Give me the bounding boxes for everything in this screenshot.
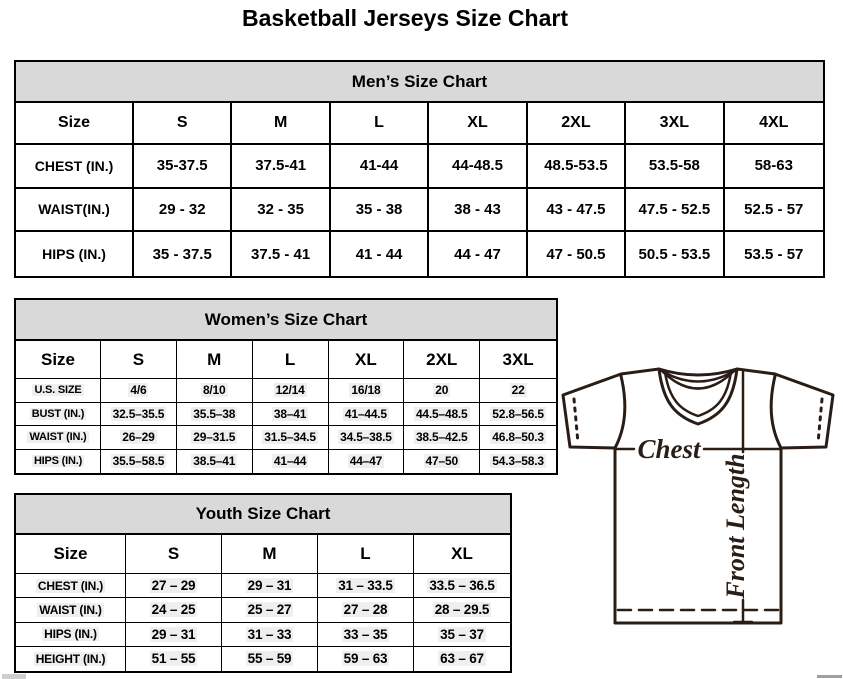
womens-value-cell bbox=[329, 403, 405, 427]
womens-value-cell-text: 41–44.5 bbox=[344, 406, 387, 421]
womens-value-cell bbox=[404, 426, 480, 450]
mens-value-cell: 41 - 44 bbox=[331, 232, 429, 276]
womens-size-header: S bbox=[101, 341, 177, 379]
womens-value-cell bbox=[480, 403, 556, 427]
mens-row-label: WAIST(IN.) bbox=[16, 189, 134, 233]
right-armhole-seam bbox=[771, 376, 781, 448]
womens-value-cell-text: 38.5–42.5 bbox=[415, 430, 468, 445]
womens-value-cell bbox=[101, 426, 177, 450]
youth-table-title: Youth Size Chart bbox=[16, 495, 510, 535]
jersey-diagram-svg bbox=[553, 360, 843, 679]
womens-value-cell bbox=[253, 403, 329, 427]
womens-row-label-text: HIPS (IN.) bbox=[33, 455, 83, 468]
mens-value-cell: 47.5 - 52.5 bbox=[626, 189, 724, 233]
youth-value-cell-text: 29 – 31 bbox=[247, 578, 292, 594]
mens-size-header: L bbox=[331, 103, 429, 145]
womens-value-cell-text: 35.5–58.5 bbox=[112, 454, 165, 469]
womens-value-cell bbox=[177, 426, 253, 450]
youth-value-cell-text: 31 – 33 bbox=[247, 626, 292, 642]
mens-size-header: M bbox=[232, 103, 330, 145]
mens-value-cell: 44-48.5 bbox=[429, 145, 527, 189]
youth-row-label-text: WAIST (IN.) bbox=[39, 602, 102, 617]
mens-table-title: Men’s Size Chart bbox=[16, 62, 823, 103]
womens-size-header: XL bbox=[329, 341, 405, 379]
womens-value-cell-text: 34.5–38.5 bbox=[340, 430, 392, 445]
youth-value-cell-text: 24 – 25 bbox=[151, 602, 196, 618]
mens-value-cell: 53.5-58 bbox=[626, 145, 724, 189]
horizontal-scrollbar-fragment-right[interactable] bbox=[817, 675, 842, 678]
youth-value-cell bbox=[414, 647, 510, 671]
youth-value-cell bbox=[126, 623, 222, 647]
youth-row-label-text: CHEST (IN.) bbox=[37, 578, 104, 593]
youth-value-cell-text: 51 – 55 bbox=[151, 651, 196, 667]
mens-value-cell: 43 - 47.5 bbox=[528, 189, 626, 233]
womens-value-cell-text: 35.5–38 bbox=[193, 406, 236, 421]
mens-value-cell: 35 - 37.5 bbox=[134, 232, 232, 276]
youth-value-cell bbox=[414, 598, 510, 622]
womens-value-cell-text: 29–31.5 bbox=[193, 430, 236, 445]
mens-value-cell: 53.5 - 57 bbox=[744, 245, 804, 263]
mens-row-label: CHEST (IN.) bbox=[16, 145, 134, 189]
womens-value-cell bbox=[253, 450, 329, 474]
womens-value-cell-text: 44–47 bbox=[349, 454, 383, 469]
mens-size-header: S bbox=[134, 103, 232, 145]
mens-value-cell: 52.5 - 57 bbox=[725, 189, 823, 233]
womens-value-cell-text: 12/14 bbox=[275, 383, 305, 398]
youth-row-label bbox=[16, 623, 126, 647]
womens-value-cell bbox=[480, 379, 556, 403]
womens-size-header: L bbox=[253, 341, 329, 379]
mens-row-label: HIPS (IN.) bbox=[16, 232, 134, 276]
youth-size-header: XL bbox=[414, 535, 510, 574]
horizontal-scrollbar-fragment-left[interactable] bbox=[2, 674, 26, 679]
youth-value-cell-text: 28 – 29.5 bbox=[434, 602, 490, 618]
womens-value-cell bbox=[404, 379, 480, 403]
womens-value-cell bbox=[480, 426, 556, 450]
youth-value-cell-text: 27 – 28 bbox=[343, 602, 388, 618]
mens-value-cell: 47 - 50.5 bbox=[528, 232, 626, 276]
youth-size-header: Size bbox=[16, 535, 126, 574]
youth-value-cell-text: 29 – 31 bbox=[151, 626, 196, 642]
page-title: Basketball Jerseys Size Chart bbox=[241, 5, 568, 31]
womens-size-header: M bbox=[177, 341, 253, 379]
womens-value-cell bbox=[101, 379, 177, 403]
youth-value-cell bbox=[222, 574, 318, 598]
womens-value-cell-text: 38–41 bbox=[273, 406, 307, 421]
youth-value-cell-text: 63 – 67 bbox=[440, 651, 484, 667]
womens-value-cell bbox=[253, 379, 329, 403]
right-sleeve-dashed-line bbox=[818, 399, 822, 443]
youth-value-cell-text: 31 – 33.5 bbox=[338, 578, 393, 594]
left-armhole-seam bbox=[615, 376, 625, 448]
womens-value-cell bbox=[404, 450, 480, 474]
womens-value-cell bbox=[177, 450, 253, 474]
womens-row-label-text: BUST (IN.) bbox=[31, 407, 85, 420]
mens-value-cell: 37.5-41 bbox=[232, 145, 330, 189]
youth-value-cell-text: 59 – 63 bbox=[343, 651, 388, 667]
mens-value-cell: 44 - 47 bbox=[429, 232, 527, 276]
youth-row-label bbox=[16, 647, 126, 671]
womens-value-cell-text: 54.3–58.3 bbox=[492, 454, 544, 469]
womens-row-label-text: WAIST (IN.) bbox=[29, 431, 87, 444]
womens-value-cell bbox=[329, 450, 405, 474]
womens-size-header: 3XL bbox=[480, 341, 556, 379]
womens-value-cell-text: 20 bbox=[435, 383, 449, 398]
youth-value-cell-text: 33 – 35 bbox=[343, 626, 388, 642]
womens-row-label bbox=[16, 426, 101, 450]
womens-row-label bbox=[16, 403, 101, 427]
womens-value-cell-text: 46.8–50.3 bbox=[492, 430, 544, 445]
womens-size-header: 2XL bbox=[404, 341, 480, 379]
womens-row-label bbox=[16, 379, 101, 403]
youth-row-label-text: HEIGHT (IN.) bbox=[35, 651, 106, 666]
youth-value-cell-text: 27 – 29 bbox=[151, 578, 196, 594]
womens-row-label bbox=[16, 450, 101, 474]
jersey-measurement-diagram bbox=[553, 360, 843, 679]
womens-value-cell bbox=[101, 450, 177, 474]
jersey-outline bbox=[563, 369, 833, 623]
mens-size-header: Size bbox=[16, 103, 134, 145]
womens-value-cell-text: 16/18 bbox=[351, 383, 381, 398]
chest-label: Chest bbox=[637, 434, 701, 464]
youth-value-cell-text: 35 – 37 bbox=[440, 626, 484, 642]
mens-value-cell: 35 - 38 bbox=[331, 189, 429, 233]
mens-size-header: 2XL bbox=[528, 103, 626, 145]
youth-value-cell bbox=[318, 598, 414, 622]
womens-value-cell-text: 44.5–48.5 bbox=[415, 406, 468, 421]
womens-value-cell bbox=[177, 379, 253, 403]
womens-table-title: Women’s Size Chart bbox=[16, 300, 556, 341]
youth-value-cell bbox=[414, 623, 510, 647]
mens-value-cell: 35-37.5 bbox=[134, 145, 232, 189]
womens-size-header: Size bbox=[16, 341, 101, 379]
youth-value-cell bbox=[126, 574, 222, 598]
mens-size-header: 4XL bbox=[725, 103, 823, 145]
youth-value-cell bbox=[318, 623, 414, 647]
youth-row-label bbox=[16, 574, 126, 598]
womens-value-cell bbox=[253, 426, 329, 450]
womens-value-cell-text: 22 bbox=[511, 383, 525, 398]
womens-value-cell bbox=[177, 403, 253, 427]
womens-value-cell-text: 38.5–41 bbox=[193, 454, 236, 469]
youth-value-cell bbox=[126, 598, 222, 622]
womens-value-cell-text: 26–29 bbox=[122, 430, 155, 445]
womens-value-cell bbox=[480, 450, 556, 474]
youth-value-cell-text: 55 – 59 bbox=[247, 651, 292, 667]
mens-value-cell: 38 - 43 bbox=[429, 189, 527, 233]
youth-value-cell bbox=[222, 598, 318, 622]
youth-size-header: M bbox=[222, 535, 318, 574]
womens-value-cell-text: 52.8–56.5 bbox=[492, 406, 544, 421]
youth-value-cell bbox=[318, 647, 414, 671]
mens-size-header: XL bbox=[429, 103, 527, 145]
womens-value-cell-text: 47–50 bbox=[425, 454, 458, 469]
mens-value-cell: 32 - 35 bbox=[232, 189, 330, 233]
womens-value-cell-text: 8/10 bbox=[202, 383, 226, 398]
womens-value-cell-text: 31.5–34.5 bbox=[264, 430, 316, 445]
youth-value-cell bbox=[318, 574, 414, 598]
mens-size-header: 3XL bbox=[626, 103, 724, 145]
youth-value-cell bbox=[222, 623, 318, 647]
mens-size-table bbox=[14, 60, 825, 278]
youth-size-table bbox=[14, 493, 512, 673]
youth-value-cell-text: 25 – 27 bbox=[247, 602, 292, 618]
womens-value-cell-text: 4/6 bbox=[130, 383, 147, 398]
womens-row-label-text: U.S. SIZE bbox=[34, 384, 82, 397]
womens-value-cell bbox=[329, 379, 405, 403]
mens-value-cell: 41-44 bbox=[331, 145, 429, 189]
mens-value-cell: 37.5 - 41 bbox=[232, 232, 330, 276]
mens-value-cell: 58-63 bbox=[725, 145, 823, 189]
womens-value-cell-text: 32.5–35.5 bbox=[112, 406, 165, 421]
youth-value-cell bbox=[222, 647, 318, 671]
mens-value-cell: 29 - 32 bbox=[134, 189, 232, 233]
youth-value-cell bbox=[414, 574, 510, 598]
left-sleeve-dashed-line bbox=[574, 399, 578, 443]
womens-value-cell bbox=[404, 403, 480, 427]
youth-value-cell-text: 33.5 – 36.5 bbox=[429, 578, 495, 594]
womens-value-cell bbox=[101, 403, 177, 427]
womens-size-table bbox=[14, 298, 558, 475]
front-length-label: Front Length bbox=[721, 453, 750, 599]
womens-value-cell bbox=[329, 426, 405, 450]
youth-value-cell bbox=[126, 647, 222, 671]
youth-row-label-text: HIPS (IN.) bbox=[44, 627, 97, 642]
mens-value-cell: 48.5-53.5 bbox=[528, 145, 626, 189]
youth-size-header: S bbox=[126, 535, 222, 574]
youth-row-label bbox=[16, 598, 126, 622]
youth-size-header: L bbox=[318, 535, 414, 574]
womens-value-cell-text: 41–44 bbox=[273, 454, 307, 469]
mens-value-cell: 50.5 - 53.5 bbox=[626, 232, 724, 276]
